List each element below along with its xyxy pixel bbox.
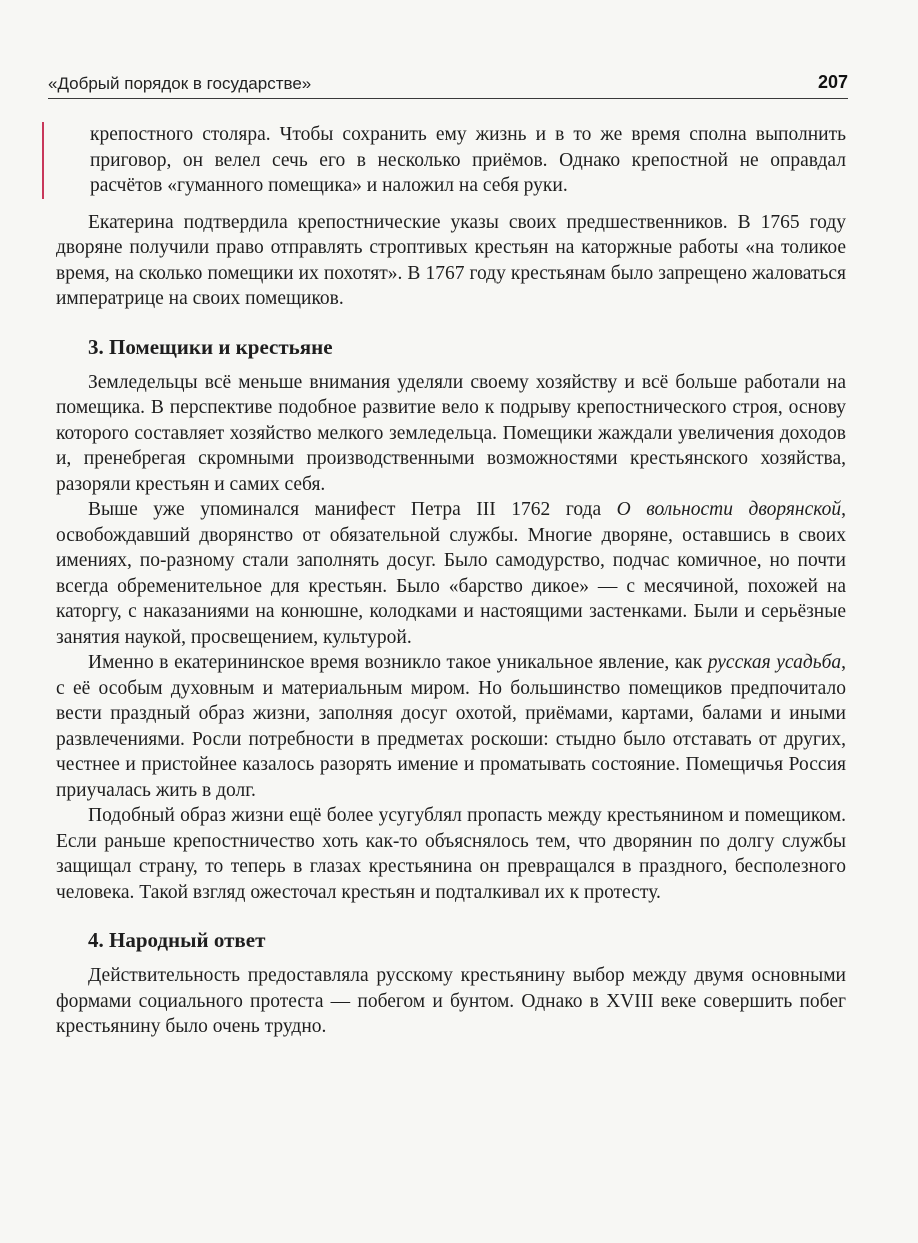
body-paragraph: Екатерина подтвердила крепостнические указы своих предшественников. В 1765 году дворяне получили право отправлять строптивых крестьян на каторжные работы «на толикое время, на сколько помещики их похотят». В 1767 году крестьянам было запрещено жаловаться императрице на своих помещиков. — [56, 211, 846, 309]
page-body — [56, 122, 846, 1040]
italic-term: русская усадьба — [707, 652, 842, 673]
body-paragraph — [56, 650, 846, 803]
sidebar-quote-paragraph: крепостного столяра. Чтобы сохранить ему жизнь и в то же время сполна выполнить приговор, он велел сечь его в несколько приёмов. Однако крепостной не оправдал расчётов «гуманного помещика» и наложил на себя руки. — [42, 122, 846, 199]
text-run: Выше уже упоминался манифест Петра III 1762 года — [88, 499, 617, 520]
section-heading-4: 4. Народный ответ — [88, 928, 266, 952]
body-paragraph: Земледельцы всё меньше внимания уделяли своему хозяйству и всё больше работали на помещика. В перспективе подобное развитие вело к подрыву крепостнического строя, основу которого составляет хозяйство мелкого земледельца. Помещики жаждали увеличения доходов и, пренебрегая скромными производственными возможностями крестьянского хозяйства, разоряли крестьян и самих себя. — [56, 371, 846, 495]
text-run: , освобождавший дворянство от обязательной службы. Многие дворяне, оставшись в своих имениях, по-разному стали заполнять досуг. Было самодурство, подчас комичное, но почти всегда обременительное для крестьян. Было «барство дикое» — с месячиной, похожей на каторгу, с наказаниями на конюшне, колодками и настоящими застенками. Были и серьёзные занятия наукой, просвещением, культурой. — [56, 499, 846, 648]
section-heading-3: 3. Помещики и крестьяне — [88, 334, 333, 359]
italic-term: О вольности дворянской — [616, 499, 842, 520]
body-paragraph — [56, 497, 846, 650]
running-header — [48, 72, 848, 99]
text-run: Именно в екатерининское время возникло такое уникальное явление, как — [88, 652, 708, 673]
running-header-title: «Добрый порядок в государстве» — [48, 74, 312, 93]
body-paragraph: Подобный образ жизни ещё более усугублял пропасть между крестьянином и помещиком. Если раньше крепостничество хоть как-то объяснялось тем, что дворянин по долгу службы защищал страну, то теперь в глазах крестьянина он превращался в праздного, бесполезного человека. Такой взгляд ожесточал крестьян и подталкивал их к протесту. — [56, 805, 846, 903]
page-number: 207 — [817, 72, 848, 92]
text-run: , с её особым духовным и материальным миром. Но большинство помещиков предпочитало вести праздный образ жизни, заполняя досуг охотой, приёмами, картами, балами и иными развлечениями. Росли потребности в предметах роскоши: стыдно было отставать от других, честнее и пристойнее казалось разорять имение и проматывать состояние. Помещичья Россия приучалась жить в долг. — [56, 652, 847, 801]
body-paragraph: Действительность предоставляла русскому крестьянину выбор между двумя основными формами социального протеста — побегом и бунтом. Однако в XVIII веке совершить побег крестьянину было очень трудно. — [56, 965, 846, 1037]
